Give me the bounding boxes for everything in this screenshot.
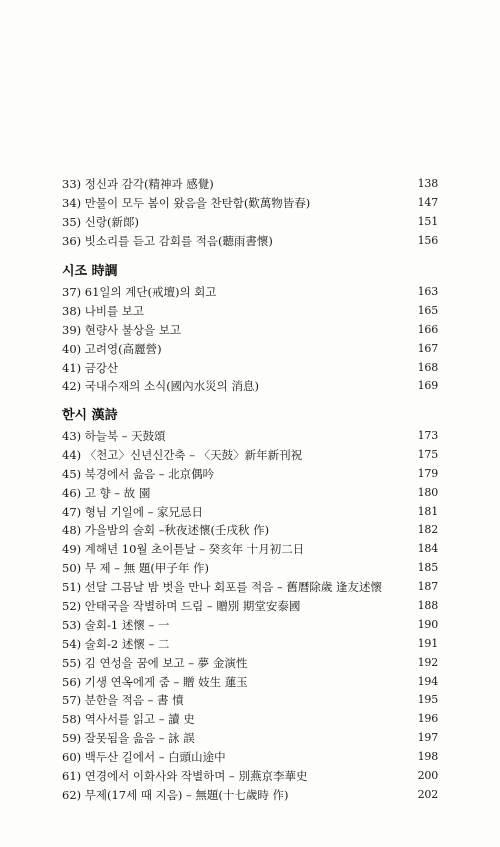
toc-entry-page-number: 165 bbox=[417, 303, 438, 317]
toc-entry-page-number: 167 bbox=[417, 341, 438, 355]
toc-entry-page-number: 192 bbox=[417, 655, 438, 669]
toc-entry-page-number: 156 bbox=[417, 233, 438, 247]
toc-entry-page-number: 180 bbox=[417, 485, 438, 499]
toc-entry bbox=[62, 377, 438, 396]
toc-entry bbox=[62, 597, 438, 616]
toc-entry-title: 61) 연경에서 이화사와 작별하며 – 別燕京李華史 bbox=[62, 769, 308, 784]
toc-entry bbox=[62, 710, 438, 729]
toc-entry bbox=[62, 521, 438, 540]
toc-entry-page-number: 185 bbox=[417, 561, 438, 575]
toc-entry-title: 62) 무제(17세 때 지음) – 無題(十七歲時 作) bbox=[62, 787, 289, 802]
section-heading-sijo: 시조 時調 bbox=[62, 264, 118, 279]
toc-entry bbox=[62, 767, 438, 786]
toc-entry bbox=[62, 283, 438, 302]
toc-entry-title: 46) 고 향 – 故 園 bbox=[62, 485, 151, 500]
toc-entry-page-number: 197 bbox=[417, 731, 438, 745]
toc-entry-page-number: 187 bbox=[417, 580, 438, 594]
toc-entry-page-number: 166 bbox=[417, 322, 438, 336]
toc-entry-title: 47) 형님 기일에 – 家兄忌日 bbox=[62, 504, 204, 519]
toc-section-hansi bbox=[62, 427, 438, 805]
toc-entry-title: 44) 〈천고〉신년신간축 – 〈天鼓〉新年新刊祝 bbox=[62, 447, 303, 462]
toc-section-continued bbox=[62, 175, 438, 251]
toc-entry-title: 40) 고려영(高麗營) bbox=[62, 341, 162, 356]
toc-entry-title: 35) 신랑(新郞) bbox=[62, 214, 139, 229]
toc-entry-page-number: 190 bbox=[417, 617, 438, 631]
toc-entry-page-number: 179 bbox=[417, 466, 438, 480]
toc-entry-title: 45) 북경에서 읊음 – 北京偶吟 bbox=[62, 466, 215, 481]
toc-section-sijo bbox=[62, 283, 438, 396]
toc-entry-page-number: 181 bbox=[417, 504, 438, 518]
toc-entry-page-number: 196 bbox=[417, 712, 438, 726]
toc-entry bbox=[62, 194, 438, 213]
toc-entry-page-number: 168 bbox=[417, 360, 438, 374]
toc-entry-title: 37) 61일의 계단(戒壇)의 회고 bbox=[62, 285, 217, 299]
toc-entry-page-number: 188 bbox=[417, 599, 438, 613]
toc-entry bbox=[62, 484, 438, 503]
toc-entry-page-number: 191 bbox=[417, 636, 438, 650]
toc-entry bbox=[62, 465, 438, 484]
toc-entry-title: 33) 정신과 감각(精神과 感覺) bbox=[62, 177, 214, 191]
toc-entry-title: 50) 무 제 – 無 題(甲子年 作) bbox=[62, 561, 209, 576]
toc-entry-page-number: 173 bbox=[417, 429, 438, 442]
toc-entry-page-number: 198 bbox=[417, 750, 438, 764]
toc-entry-title: 36) 빗소리를 듣고 감회를 적음(聽雨書懷) bbox=[62, 233, 273, 248]
toc-entry-title: 39) 현량사 불상을 보고 bbox=[62, 322, 181, 337]
toc-entry-page-number: 202 bbox=[417, 787, 438, 801]
toc-entry-title: 52) 안태국을 작별하며 드림 – 贈別 期堂安泰國 bbox=[62, 599, 301, 614]
toc-entry bbox=[62, 729, 438, 748]
toc-entry-page-number: 147 bbox=[417, 195, 438, 209]
toc-entry bbox=[62, 559, 438, 578]
toc-entry-title: 53) 술회-1 述懷 – 一 bbox=[62, 617, 170, 632]
toc-entry-title: 59) 잘못됨을 읊음 – 詠 誤 bbox=[62, 731, 195, 746]
toc-entry-page-number: 151 bbox=[417, 214, 438, 228]
toc-entry bbox=[62, 446, 438, 465]
toc-entry-page-number: 175 bbox=[417, 447, 438, 461]
toc-entry-title: 34) 만물이 모두 봄이 왔음을 찬탄함(歎萬物皆春) bbox=[62, 195, 311, 210]
toc-entry bbox=[62, 748, 438, 767]
toc-entry-title: 42) 국내수재의 소식(國內水災의 消息) bbox=[62, 379, 259, 394]
toc-entry-title: 41) 금강산 bbox=[62, 360, 119, 375]
toc-entry bbox=[62, 302, 438, 321]
toc-entry bbox=[62, 321, 438, 340]
toc-entry-title: 38) 나비를 보고 bbox=[62, 303, 144, 318]
toc-entry-page-number: 163 bbox=[417, 285, 438, 298]
toc-entry-page-number: 184 bbox=[417, 542, 438, 556]
toc-entry-title: 55) 김 연성을 꿈에 보고 – 夢 金演性 bbox=[62, 655, 248, 670]
toc-entry bbox=[62, 540, 438, 559]
toc-entry-page-number: 182 bbox=[417, 523, 438, 537]
toc-entry-title: 43) 하늘북 – 天鼓頌 bbox=[62, 429, 166, 443]
toc-entry bbox=[62, 654, 438, 673]
toc-entry bbox=[62, 691, 438, 710]
toc-entry-title: 54) 술회-2 述懷 – 二 bbox=[62, 636, 170, 651]
toc-entry bbox=[62, 578, 438, 597]
toc-entry bbox=[62, 427, 438, 446]
section-heading-hansi: 한시 漢詩 bbox=[62, 408, 118, 423]
toc-entry-page-number: 194 bbox=[417, 674, 438, 688]
toc-entry bbox=[62, 616, 438, 635]
toc-entry-page-number: 169 bbox=[417, 379, 438, 393]
toc-entry-title: 60) 백두산 길에서 – 白頭山途中 bbox=[62, 750, 226, 765]
toc-entry-title: 57) 분한을 적음 – 書 憤 bbox=[62, 693, 184, 708]
toc-entry bbox=[62, 503, 438, 522]
toc-entry bbox=[62, 175, 438, 194]
toc-entry-title: 58) 역사서를 읽고 – 讀 史 bbox=[62, 712, 195, 727]
toc-entry bbox=[62, 786, 438, 805]
toc-entry bbox=[62, 673, 438, 692]
toc-entry-title: 49) 계해년 10월 초이튿날 – 癸亥年 十月初二日 bbox=[62, 542, 305, 557]
toc-entry bbox=[62, 232, 438, 251]
toc-entry-title: 51) 선달 그믐날 밤 벗을 만나 회포를 적음 – 舊曆除歲 逢友述懷 bbox=[62, 580, 383, 595]
toc-entry bbox=[62, 213, 438, 232]
toc-entry-page-number: 138 bbox=[417, 177, 438, 190]
toc-entry bbox=[62, 340, 438, 359]
toc-entry bbox=[62, 635, 438, 654]
toc-entry-title: 56) 기생 연옥에게 줌 – 贈 妓生 蓮玉 bbox=[62, 674, 248, 689]
toc-entry-page-number: 200 bbox=[417, 769, 438, 783]
toc-entry-title: 48) 가을밤의 술회 –秋夜述懷(壬戌秋 作) bbox=[62, 523, 270, 538]
toc-entry bbox=[62, 359, 438, 378]
toc-entry-page-number: 195 bbox=[417, 693, 438, 707]
